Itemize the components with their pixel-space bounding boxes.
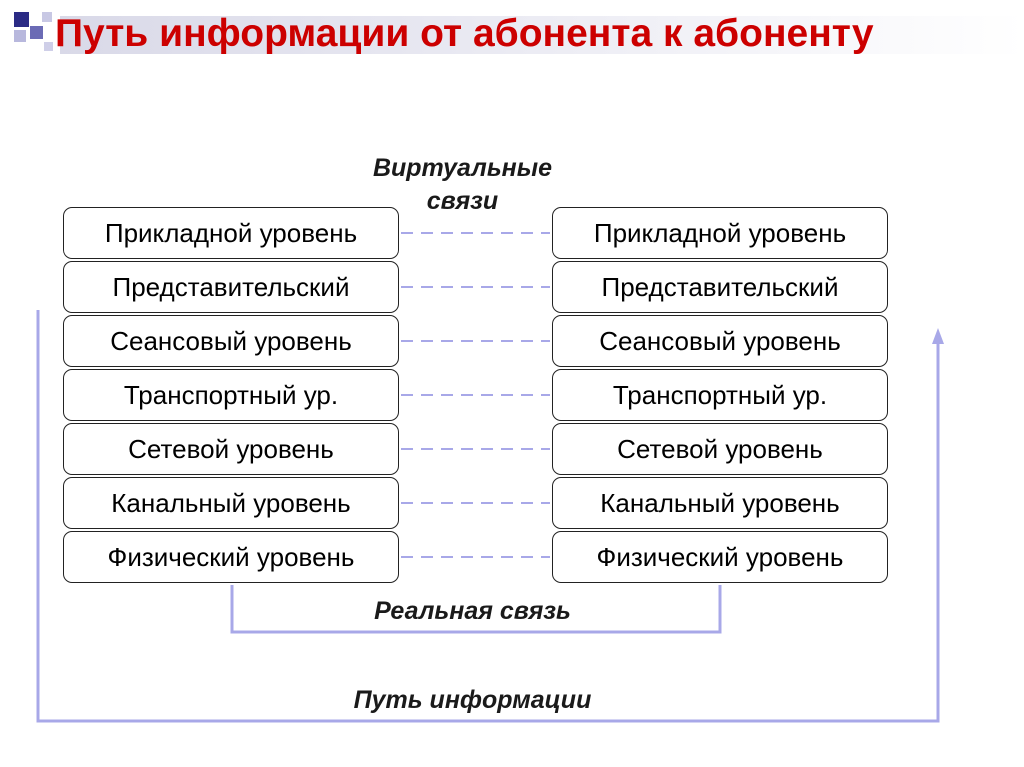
left-level-4: Транспортный ур.: [63, 369, 399, 421]
virtual-link-lines: [401, 233, 550, 557]
info-path-arrowhead: [932, 328, 944, 344]
virtual-links-label: [300, 152, 625, 218]
left-level-2: Представительский: [63, 261, 399, 313]
info-path-label: Путь информации: [353, 686, 592, 714]
left-level-5: Сетевой уровень: [63, 423, 399, 475]
right-level-7: Физический уровень: [552, 531, 888, 583]
right-level-1: Прикладной уровень: [552, 207, 888, 259]
virtual-links-label-line2: связи: [426, 187, 499, 215]
right-level-3: Сеансовый уровень: [552, 315, 888, 367]
left-level-7: Физический уровень: [63, 531, 399, 583]
right-level-5: Сетевой уровень: [552, 423, 888, 475]
left-level-1: Прикладной уровень: [63, 207, 399, 259]
right-level-6: Канальный уровень: [552, 477, 888, 529]
real-link-label: Реальная связь: [374, 597, 571, 625]
left-level-6: Канальный уровень: [63, 477, 399, 529]
left-level-3: Сеансовый уровень: [63, 315, 399, 367]
virtual-links-label-line1: Виртуальные: [372, 154, 553, 182]
slide-title: Путь информации от абонента к абоненту: [55, 12, 874, 55]
right-level-2: Представительский: [552, 261, 888, 313]
right-level-4: Транспортный ур.: [552, 369, 888, 421]
